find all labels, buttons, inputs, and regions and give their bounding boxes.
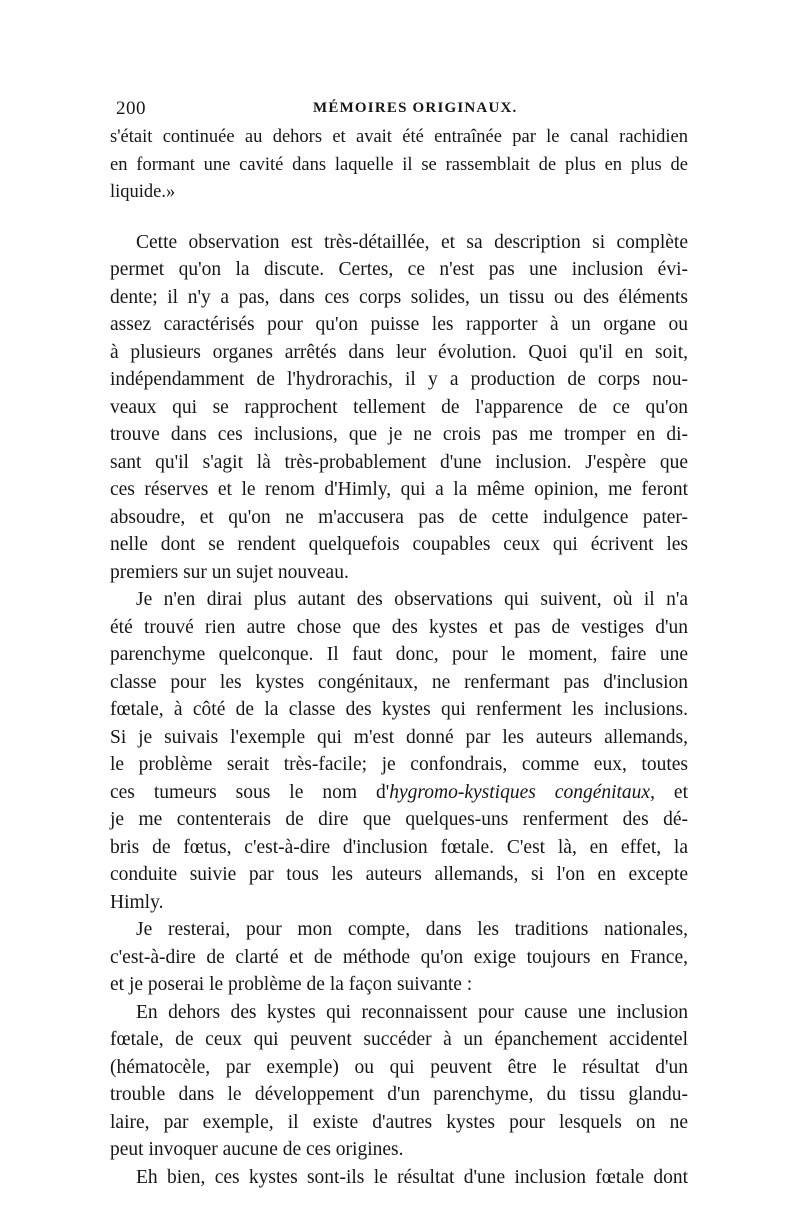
text-line: été trouvé rien autre chose que des kystes et pas de vestiges d'un [110,616,688,638]
text-line: Si je suivais l'exemple qui m'est donné par les auteurs allemands, [110,726,688,748]
text-line: le problème serait très-facile; je confondrais, comme eux, toutes [110,754,688,775]
running-title: MÉMOIRES ORIGINAUX. [313,100,518,116]
text-line: bris de fœtus, c'est-à-dire d'inclusion fœtale. C'est là, en effet, la [110,836,688,858]
text-line: fœtale, à côté de la classe des kystes qui renferment les inclusions. [110,699,688,720]
text-line: trouble dans le développement d'un parenchyme, du tissu glandu- [110,1084,688,1105]
text-line: conduite suivie par tous les auteurs allemands, si l'on en excepte [110,864,688,885]
paragraph-first-line: Je resterai, pour mon compte, dans les traditions nationales, [136,919,688,940]
text-line: indépendamment de l'hydrorachis, il y a production de corps nou- [110,369,688,390]
text-line: et je poserai le problème de la façon suivante : [110,974,473,995]
text-line: trouve dans ces inclusions, que je ne crois pas me tromper en di- [110,424,688,445]
text-line: sant qu'il s'agit là très-probablement d'une inclusion. J'espère que [110,451,688,473]
paragraph-first-line: En dehors des kystes qui reconnaissent pour cause une inclusion [136,1001,688,1023]
page-header [116,98,691,124]
italic-term: hygromo-kystiques congénitaux [389,781,651,803]
text-segment: , et [650,781,689,803]
text-line: premiers sur un sujet nouveau. [110,561,349,583]
text-line: s'était continuée au dehors et avait été entraînée par le canal rachidien [110,127,688,147]
paragraph-first-line: Je n'en dirai plus autant des observations qui suivent, où il n'a [136,589,688,610]
text-line: fœtale, de ceux qui peuvent succéder à un épanchement accidentel [110,1029,688,1050]
text-line: assez caractérisés pour qu'on puisse les rapporter à un organe ou [110,314,688,335]
text-line: laire, par exemple, il existe d'autres kystes pour lesquels on ne [110,1111,688,1133]
text-line: liquide.» [110,182,176,202]
paragraph-first-line: Cette observation est très-détaillée, et sa description si complète [136,231,688,253]
text-line: (hématocèle, par exemple) ou qui peuvent être le résultat d'un [110,1056,688,1078]
text-line: Himly. [110,891,164,913]
text-line: veaux qui se rapprochent tellement de l'apparence de ce qu'on [110,396,688,418]
text-line: ces réserves et le renom d'Himly, qui a la même opinion, me feront [110,479,688,500]
text-line: c'est-à-dire de clarté et de méthode qu'on exige toujours en France, [110,946,688,968]
text-line: à plusieurs organes arrêtés dans leur évolution. Quoi qu'il en soit, [110,341,688,363]
page-number: 200 [116,98,146,119]
text-line: dente; il n'y a pas, dans ces corps solides, un tissu ou des éléments [110,286,688,308]
text-line: nelle dont se rendent quelquefois coupables ceux qui écrivent les [110,534,688,555]
text-line: peut invoquer aucune de ces origines. [110,1139,404,1160]
body-text [110,124,688,1191]
paragraph-first-line: Eh bien, ces kystes sont-ils le résultat d'une inclusion fœtale dont [136,1166,688,1188]
text-line: en formant une cavité dans laquelle il se rassemblait de plus en plus de [110,154,688,175]
text-line: permet qu'on la discute. Certes, ce n'est pas une inclusion évi- [110,259,688,280]
text-line: parenchyme quelconque. Il faut donc, pour le moment, faire une [110,644,688,665]
text-line-with-italic [110,779,688,807]
text-line: classe pour les kystes congénitaux, ne renfermant pas d'inclusion [110,671,688,693]
text-segment: ces tumeurs sous le nom d' [110,781,390,803]
text-line: je me contenterais de dire que quelques-uns renferment des dé- [110,809,688,830]
text-line: absoudre, et qu'on ne m'accusera pas de cette indulgence pater- [110,506,688,528]
